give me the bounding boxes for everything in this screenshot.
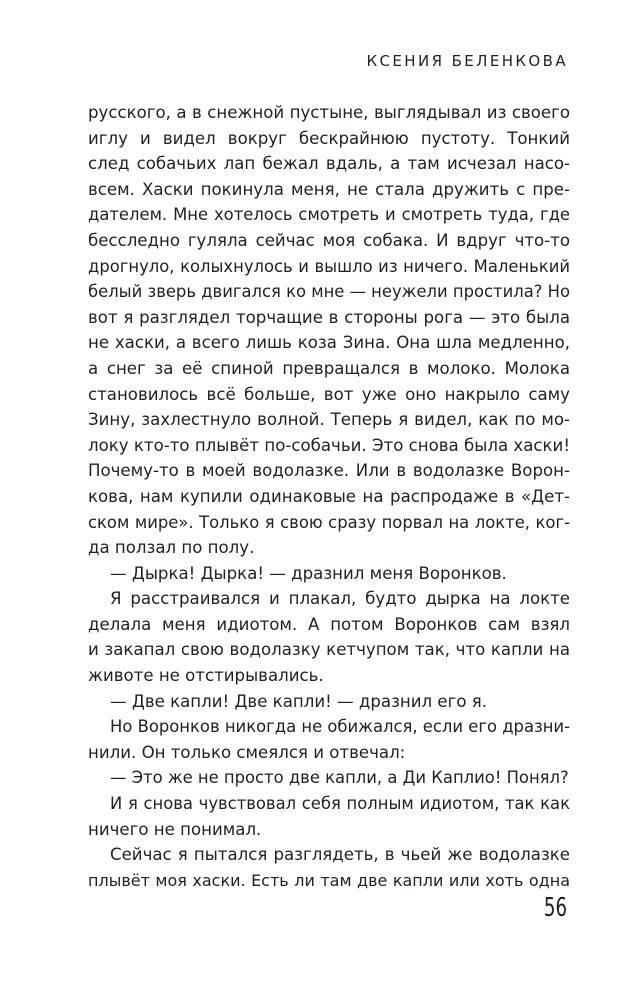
text-line: — Две капли! Две капли! — дразнил его я. [110,691,488,711]
text-line: животе не отстирывались. [88,666,324,686]
text-line: вот я разглядел торчащие в стороны рога — это была [88,307,570,327]
text-line: бесследно гуляла сейчас моя собака. И вдруг что-то [88,230,570,250]
text-line: — Дырка! Дырка! — дразнил меня Воронков. [110,563,507,583]
text-line: ничего не понимал. [88,819,262,839]
text-line: кова, нам купили одинаковые на распродаже в «Дет- [88,486,570,506]
text-line: Сейчас я пытался разглядеть, в чьей же водолазке [110,845,570,865]
text-line: делала меня идиотом. А потом Воронков сам взял [88,614,570,634]
text-line: дателем. Мне хотелось смотреть и смотреть туда, где [88,205,570,225]
running-head-author: КСЕНИЯ БЕЛЕНКОВА [366,52,568,70]
page-number: 56 [543,893,567,923]
text-line: иглу и видел вокруг бескрайнюю пустоту. Тонкий [88,128,570,148]
text-line: плывёт моя хаски. Есть ли там две капли или хоть одна [88,870,570,890]
text-line: локу кто-то плывёт по-собачьи. Это снова была хаски! [88,435,570,455]
text-line: русского, а в снежной пустыне, выглядывал из своего [88,103,570,122]
text-line: ском мире». Только я свою сразу порвал на локте, ког- [88,512,570,532]
text-line: и закапал свою водолазку кетчупом так, что капли на [88,640,570,660]
page-body [88,100,570,893]
text-line: а снег за её спиной превращался в молоко. Молока [88,358,570,378]
text-line: след собачьих лап бежал вдаль, а там исчезал насо- [88,154,570,174]
text-line: становилось всё больше, вот уже оно накрыло саму [88,384,570,404]
text-line: Я расстраивался и плакал, будто дырка на локте [110,589,570,609]
text-line: Почему-то в моей водолазке. Или в водолазке Ворон- [88,461,570,481]
text-line: дрогнуло, колыхнулось и вышло из ничего. Маленький [88,256,570,276]
text-line: белый зверь двигался ко мне — неужели простила? Но [88,282,571,302]
text-line: Зину, захлестнуло волной. Теперь я видел, как по мо- [88,410,570,430]
text-line: всем. Хаски покинула меня, не стала дружить с пре- [88,179,570,199]
text-line: И я снова чувствовал себя полным идиотом, так как [110,794,570,814]
text-line: да ползал по полу. [88,538,255,558]
text-line: Но Воронков никогда не обижался, если его дразни- [110,717,570,737]
text-line: нили. Он только смеялся и отвечал: [88,742,406,762]
text-line: не хаски, а всего лишь коза Зина. Она шла медленно, [88,333,570,353]
text-line: — Это же не просто две капли, а Ди Каплио! Понял? [110,768,569,788]
